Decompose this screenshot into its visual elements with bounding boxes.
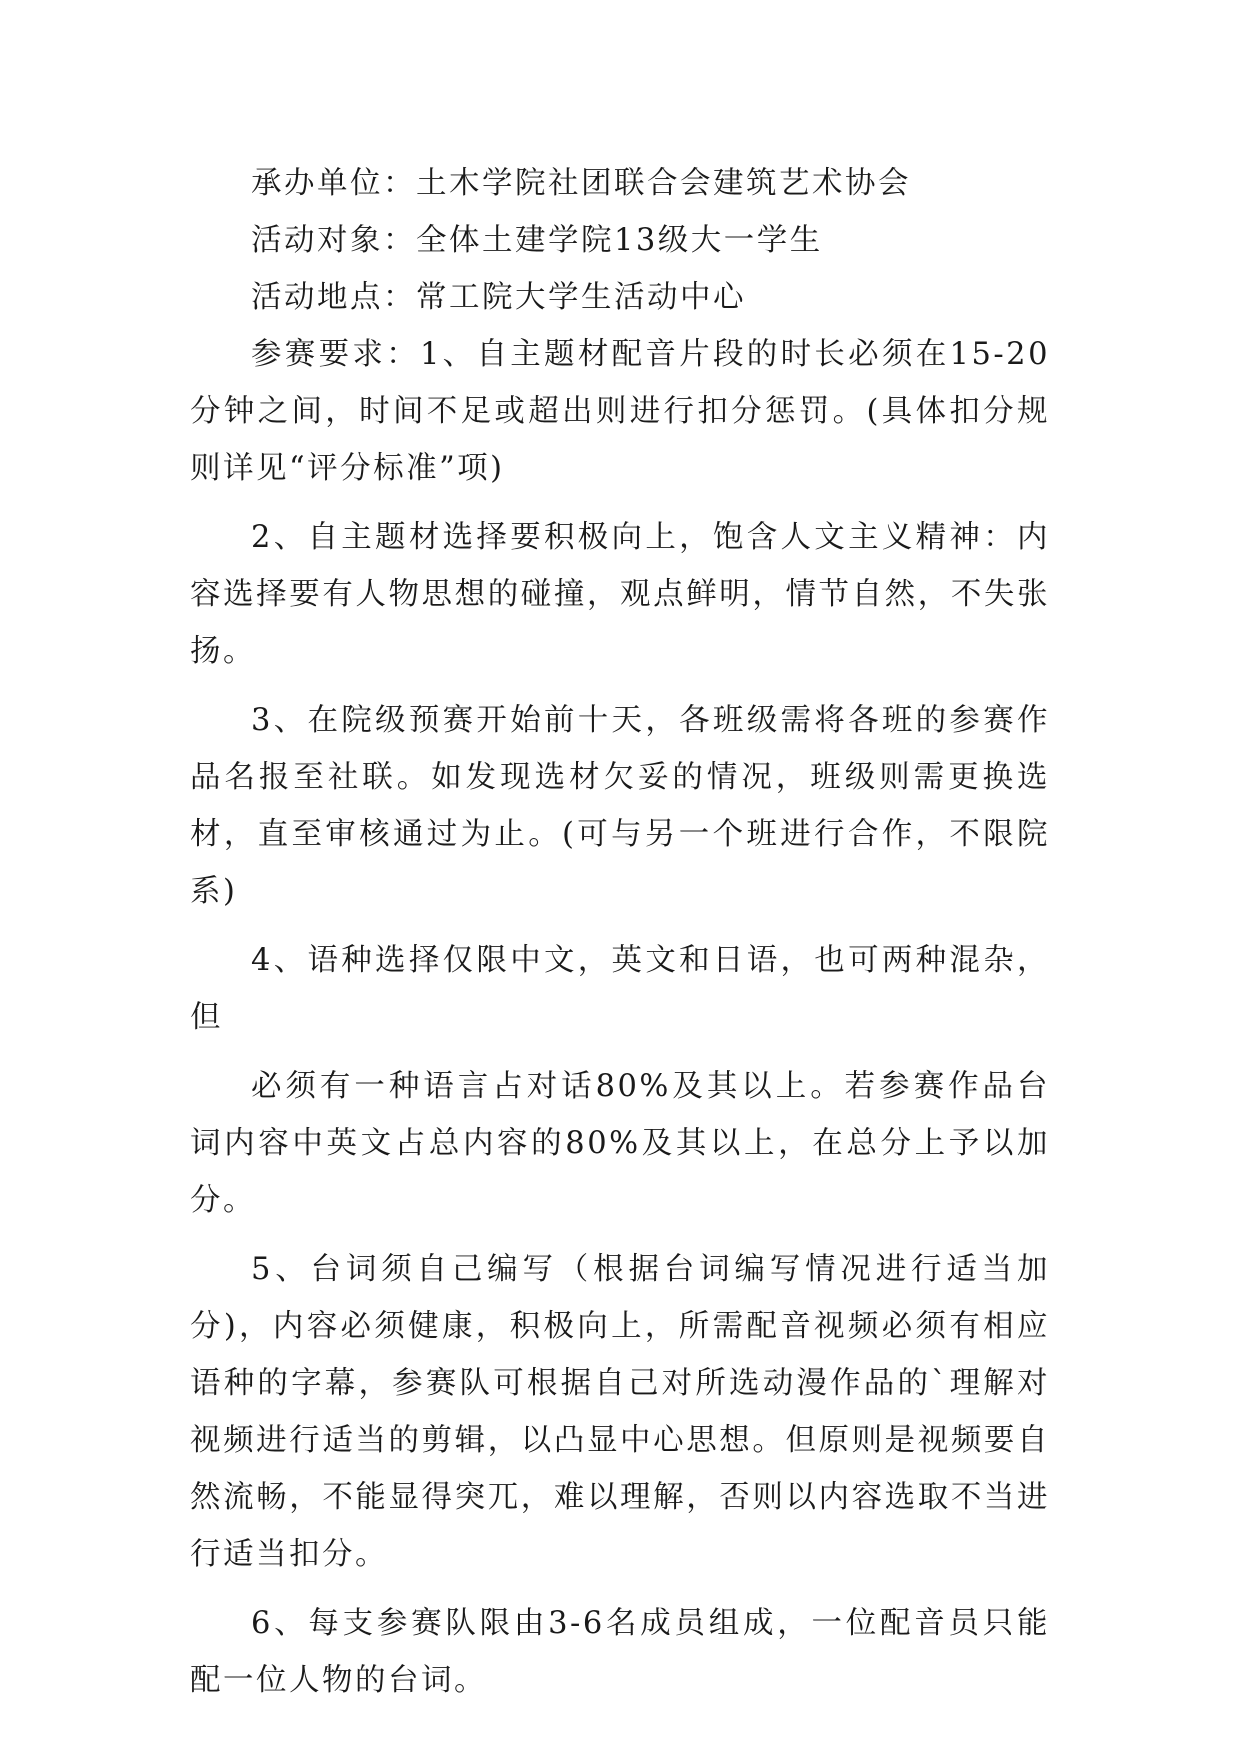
paragraph-requirement-3: 3、在院级预赛开始前十天，各班级需将各班的参赛作品名报至社联。如发现选材欠妥的情况，班级则需更换选材，直至审核通过为止。(可与另一个班进行合作，不限院系) bbox=[190, 703, 1050, 909]
paragraph-requirement-1: 参赛要求：1、自主题材配音片段的时长必须在15-20分钟之间，时间不足或超出则进行扣分惩罚。(具体扣分规则详见“评分标准”项) bbox=[190, 337, 1050, 486]
document-page bbox=[190, 155, 1050, 1709]
paragraph-requirement-4: 4、语种选择仅限中文，英文和日语，也可两种混杂，但 bbox=[190, 943, 1050, 1035]
paragraph-location: 活动地点：常工院大学生活动中心 bbox=[251, 280, 746, 315]
paragraph-requirement-4-continued: 必须有一种语言占对话80%及其以上。若参赛作品台词内容中英文占总内容的80%及其以上，在总分上予以加分。 bbox=[190, 1069, 1050, 1218]
paragraph-requirement-2: 2、自主题材选择要积极向上，饱含人文主义精神：内容选择要有人物思想的碰撞，观点鲜明，情节自然，不失张扬。 bbox=[190, 520, 1050, 669]
paragraph-organizer: 承办单位：土木学院社团联合会建筑艺术协会 bbox=[251, 166, 911, 201]
paragraph-requirement-5: 5、台词须自己编写（根据台词编写情况进行适当加分)，内容必须健康，积极向上，所需配音视频必须有相应语种的字幕，参赛队可根据自己对所选动漫作品的`理解对视频进行适当的剪辑，以凸显中心思想。但原则是视频要自然流畅，不能显得突兀，难以理解，否则以内容选取不当进行适当扣分。 bbox=[190, 1252, 1050, 1572]
paragraph-requirement-6: 6、每支参赛队限由3-6名成员组成，一位配音员只能配一位人物的台词。 bbox=[190, 1606, 1050, 1698]
paragraph-participants: 活动对象：全体土建学院13级大一学生 bbox=[251, 223, 823, 258]
